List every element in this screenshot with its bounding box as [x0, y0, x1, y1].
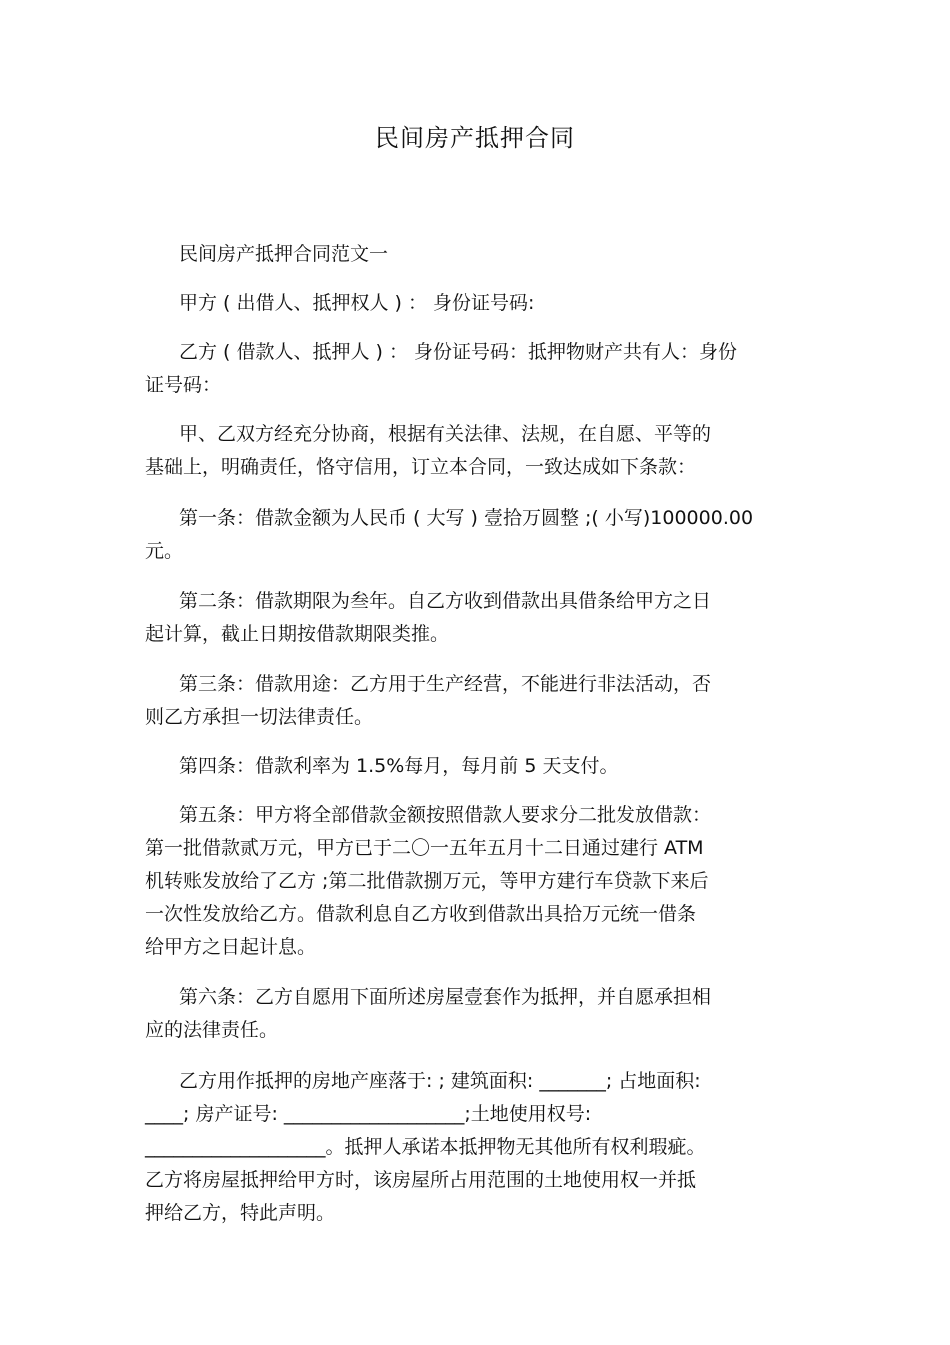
paragraph-line: 元。 — [145, 540, 184, 562]
paragraph-line: 一次性发放给乙方。借款利息自乙方收到借款出具拾万元统一借条 — [145, 903, 697, 925]
paragraph-line: 机转账发放给了乙方 ;第二批借款捌万元，等甲方建行车贷款下来后 — [145, 870, 709, 892]
paragraph-line: 第一批借款贰万元，甲方已于二〇一五年五月十二日通过建行 ATM — [145, 837, 704, 859]
paragraph-preamble — [145, 418, 805, 484]
paragraph-party-a — [145, 287, 805, 320]
paragraph-line: 第二条：借款期限为叁年。自乙方收到借款出具借条给甲方之日 — [179, 590, 712, 612]
property-description — [145, 1065, 805, 1230]
article-6 — [145, 981, 805, 1047]
article-4 — [145, 750, 805, 783]
paragraph-line: 乙方 ( 借款人、抵押人 ) ： 身份证号码：抵押物财产共有人：身份 — [179, 341, 738, 363]
paragraph-line: 第一条：借款金额为人民币 ( 大写 ) 壹拾万圆整 ;( 小写)100000.00 — [179, 507, 754, 529]
paragraph-line: 乙方用作抵押的房地产座落于: ; 建筑面积: _______; 占地面积: — [179, 1070, 701, 1092]
paragraph-line: 乙方将房屋抵押给甲方时，该房屋所占用范围的土地使用权一并抵 — [145, 1169, 697, 1191]
article-5 — [145, 799, 805, 964]
paragraph-line: 应的法律责任。 — [145, 1019, 279, 1041]
paragraph-line: 第三条：借款用途：乙方用于生产经营，不能进行非法活动，否 — [179, 673, 712, 695]
paragraph-line: 则乙方承担一切法律责任。 — [145, 706, 374, 728]
paragraph-line: 证号码： — [145, 374, 222, 396]
paragraph-party-b — [145, 336, 805, 402]
paragraph-line: 甲方 ( 出借人、抵押权人 ) ： 身份证号码: — [179, 292, 535, 314]
paragraph-line: ____; 房产证号: ___________________;土地使用权号: — [145, 1103, 592, 1125]
paragraph-line: 第五条：甲方将全部借款金额按照借款人要求分二批发放借款： — [179, 804, 712, 826]
paragraph-line: 第六条：乙方自愿用下面所述房屋壹套作为抵押，并自愿承担相 — [179, 986, 712, 1008]
article-3 — [145, 668, 805, 734]
paragraph-line: 押给乙方，特此声明。 — [145, 1202, 336, 1224]
paragraph-sample-heading — [145, 238, 805, 271]
paragraph-line: 起计算，截止日期按借款期限类推。 — [145, 623, 450, 645]
paragraph-line: ___________________。抵押人承诺本抵押物无其他所有权利瑕疵。 — [145, 1136, 706, 1158]
paragraph-line: 给甲方之日起计息。 — [145, 936, 317, 958]
paragraph-line: 基础上，明确责任，恪守信用，订立本合同，一致达成如下条款： — [145, 456, 697, 478]
paragraph-line: 民间房产抵押合同范文一 — [179, 243, 389, 265]
paragraph-line: 甲、乙双方经充分协商，根据有关法律、法规，在自愿、平等的 — [179, 423, 712, 445]
document-title: 民间房产抵押合同 — [375, 124, 575, 152]
article-2 — [145, 585, 805, 651]
article-1 — [145, 502, 805, 568]
paragraph-line: 第四条：借款利率为 1.5%每月，每月前 5 天支付。 — [179, 755, 619, 777]
